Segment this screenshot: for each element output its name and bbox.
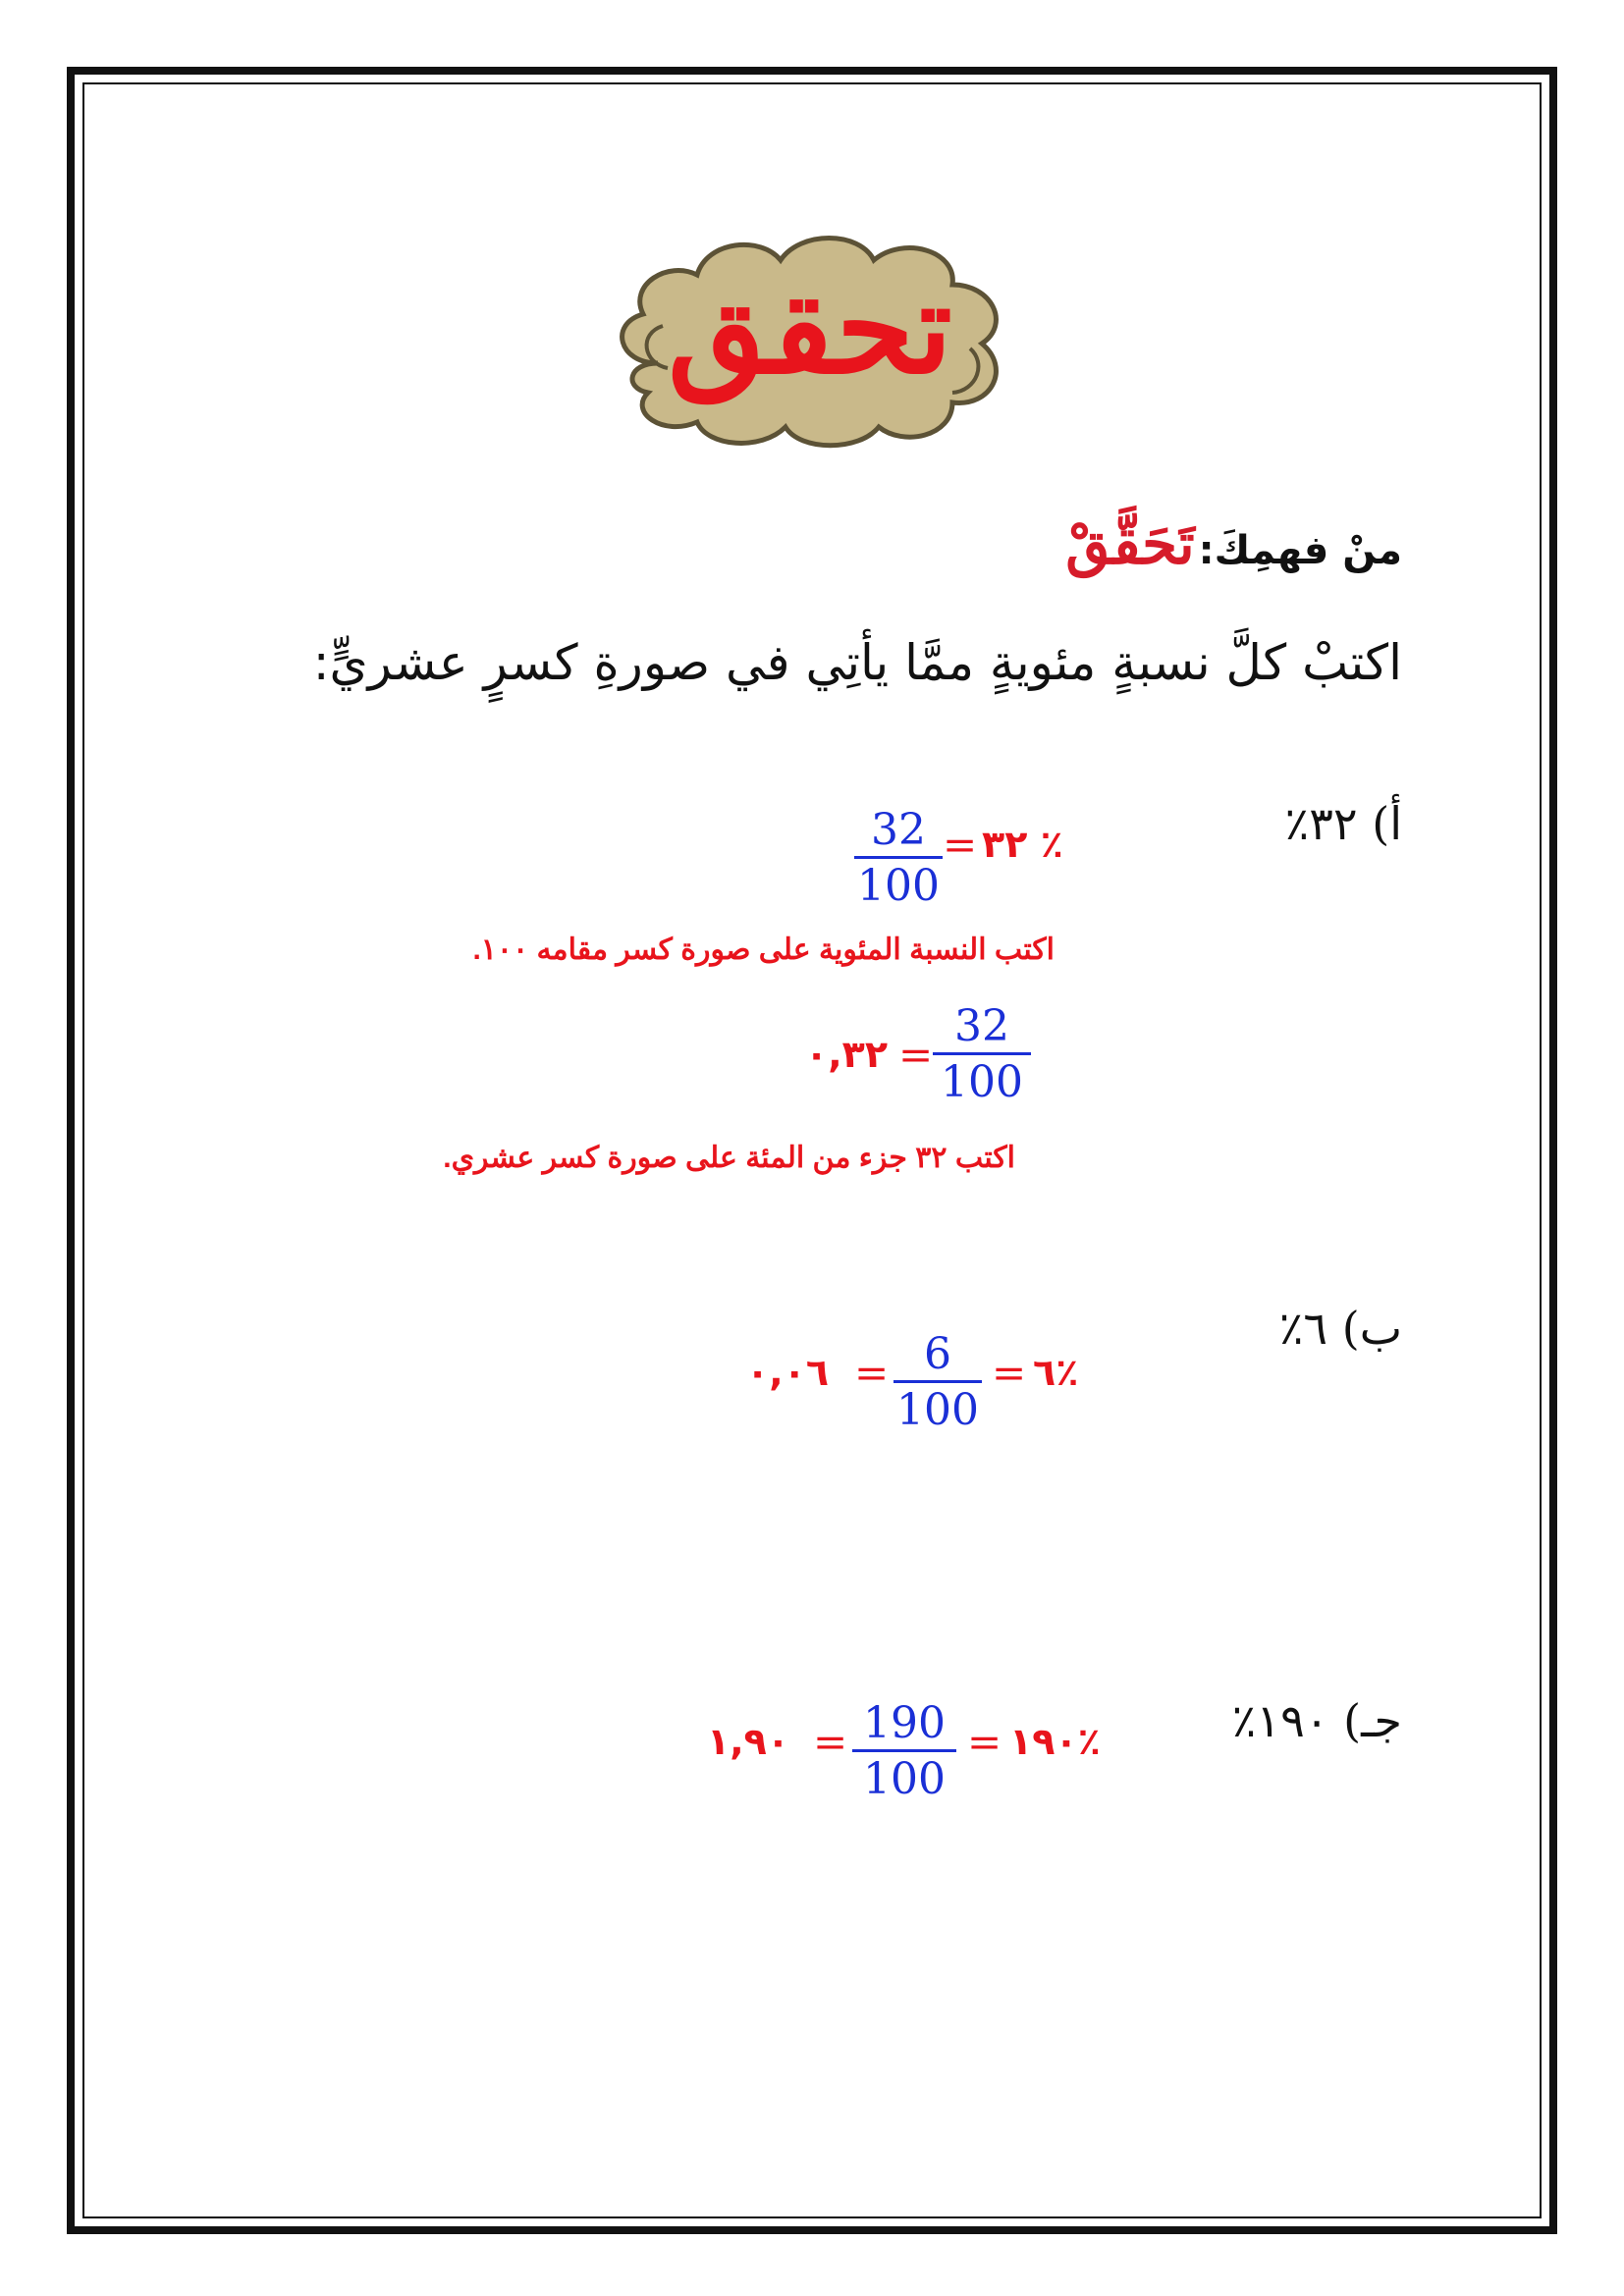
heading-brand: تَحَقَّقْ [1065,510,1195,577]
item-b-percent: ٪٦ [1033,1351,1079,1394]
instruction-text: اكتبْ كلَّ نسبةٍ مئويةٍ ممَّا يأتِي في صورةِ كسرٍ عشريٍّ: [312,634,1402,691]
item-a-fraction-2 [933,1003,1031,1106]
item-a-denominator-2: 100 [941,1057,1023,1107]
item-b-equals-1: = [992,1349,1027,1397]
item-b-decimal: ٠,٠٦ [746,1351,830,1394]
item-b-equals-2: = [854,1349,890,1397]
fraction-bar [933,1052,1031,1055]
item-a-numerator-1: 32 [871,805,926,855]
section-heading [1065,510,1402,577]
item-a-percent: ٪ ٣٢ [982,823,1063,866]
item-c-decimal: ١,٩٠ [707,1720,790,1763]
item-c-denominator: 100 [863,1754,946,1804]
fraction-bar [852,1749,956,1752]
heading-rest: منْ فهمِكَ: [1198,528,1402,573]
item-a-equals-1: = [943,821,978,869]
item-b-numerator: 6 [924,1329,951,1379]
item-a-denominator-1: 100 [857,861,940,911]
item-c-percent: ٪١٩٠ [1009,1720,1101,1763]
item-a-numerator-2: 32 [954,1001,1009,1051]
item-b-denominator: 100 [896,1385,979,1435]
page-title: تحقق [668,255,952,402]
item-b-fraction [893,1331,982,1434]
item-a-note-2: اكتب ٣٢ جزء من المئة على صورة كسر عشري. [443,1142,1015,1174]
item-a-label: أ) ٣٢٪ [1284,797,1402,850]
fraction-bar [854,856,943,859]
item-c-fraction [852,1700,956,1803]
fraction-bar [893,1380,982,1383]
item-a-decimal: ٠,٣٢ [805,1033,889,1076]
item-b-label: ب) ٦٪ [1278,1302,1402,1355]
item-a-equals-2: = [898,1031,934,1079]
item-c-equals-2: = [813,1718,848,1766]
item-a-note-1: اكتب النسبة المئوية على صورة كسر مقامه ١٠٠. [472,934,1055,966]
item-c-label: جـ) ١٩٠٪ [1231,1694,1402,1747]
item-a-fraction-1 [854,807,943,910]
item-c-equals-1: = [967,1718,1002,1766]
item-c-numerator: 190 [863,1698,946,1748]
